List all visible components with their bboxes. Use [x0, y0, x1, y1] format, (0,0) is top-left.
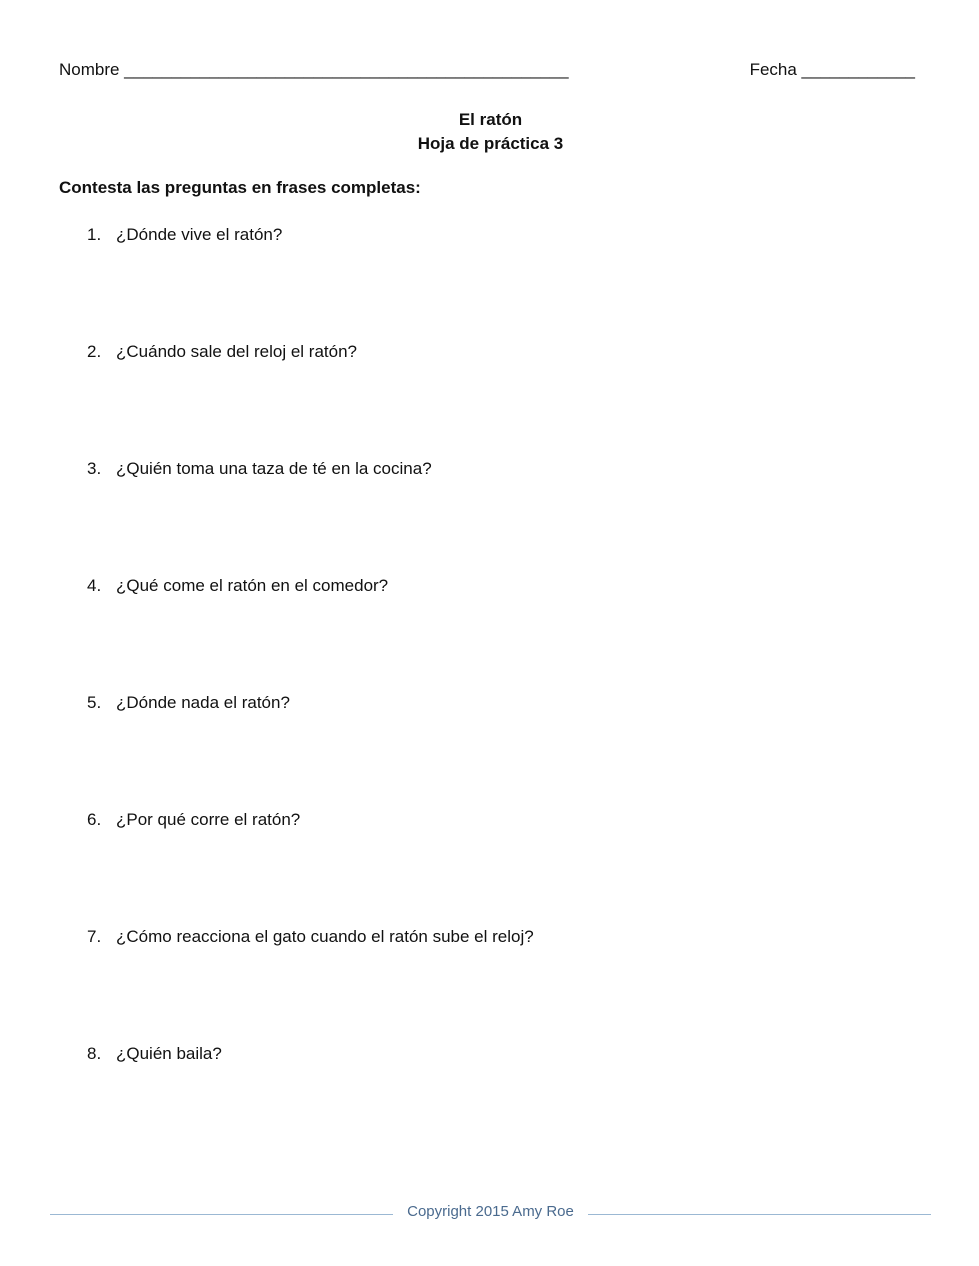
name-field: Nombre _______________________________________________: [59, 60, 569, 79]
question-number: 2.: [87, 342, 102, 361]
question-text: ¿Quién toma una taza de té en la cocina?: [116, 459, 432, 478]
question-item: [0, 810, 979, 834]
page-subtitle: Hoja de práctica 3: [417, 134, 564, 153]
question-text: ¿Cuándo sale del reloj el ratón?: [116, 342, 357, 361]
page-title: El ratón: [458, 110, 523, 129]
footer-rule-right: [588, 1214, 931, 1215]
question-number: 5.: [87, 693, 102, 712]
question-text: ¿Quién baila?: [116, 1044, 222, 1063]
title-block: [0, 108, 979, 156]
question-number: 1.: [87, 225, 102, 244]
question-number: 3.: [87, 459, 102, 478]
date-field: Fecha ____________: [749, 60, 915, 79]
question-text: ¿Dónde nada el ratón?: [116, 693, 290, 712]
question-item: [0, 1044, 979, 1068]
question-text: ¿Qué come el ratón en el comedor?: [116, 576, 389, 595]
copyright-text: Copyright 2015 Amy Roe: [407, 1203, 574, 1220]
footer: [50, 1203, 931, 1225]
question-item: [0, 342, 979, 366]
question-text: ¿Cómo reacciona el gato cuando el ratón sube el reloj?: [116, 927, 534, 946]
question-item: [0, 459, 979, 483]
question-text: ¿Por qué corre el ratón?: [116, 810, 301, 829]
question-number: 4.: [87, 576, 102, 595]
question-number: 6.: [87, 810, 102, 829]
question-item: [0, 927, 979, 951]
question-number: 8.: [87, 1044, 102, 1063]
question-number: 7.: [87, 927, 102, 946]
header-row: [59, 60, 915, 84]
question-item: [0, 225, 979, 249]
question-item: [0, 693, 979, 717]
instructions: Contesta las preguntas en frases completas:: [59, 178, 421, 197]
question-text: ¿Dónde vive el ratón?: [116, 225, 283, 244]
question-item: [0, 576, 979, 600]
